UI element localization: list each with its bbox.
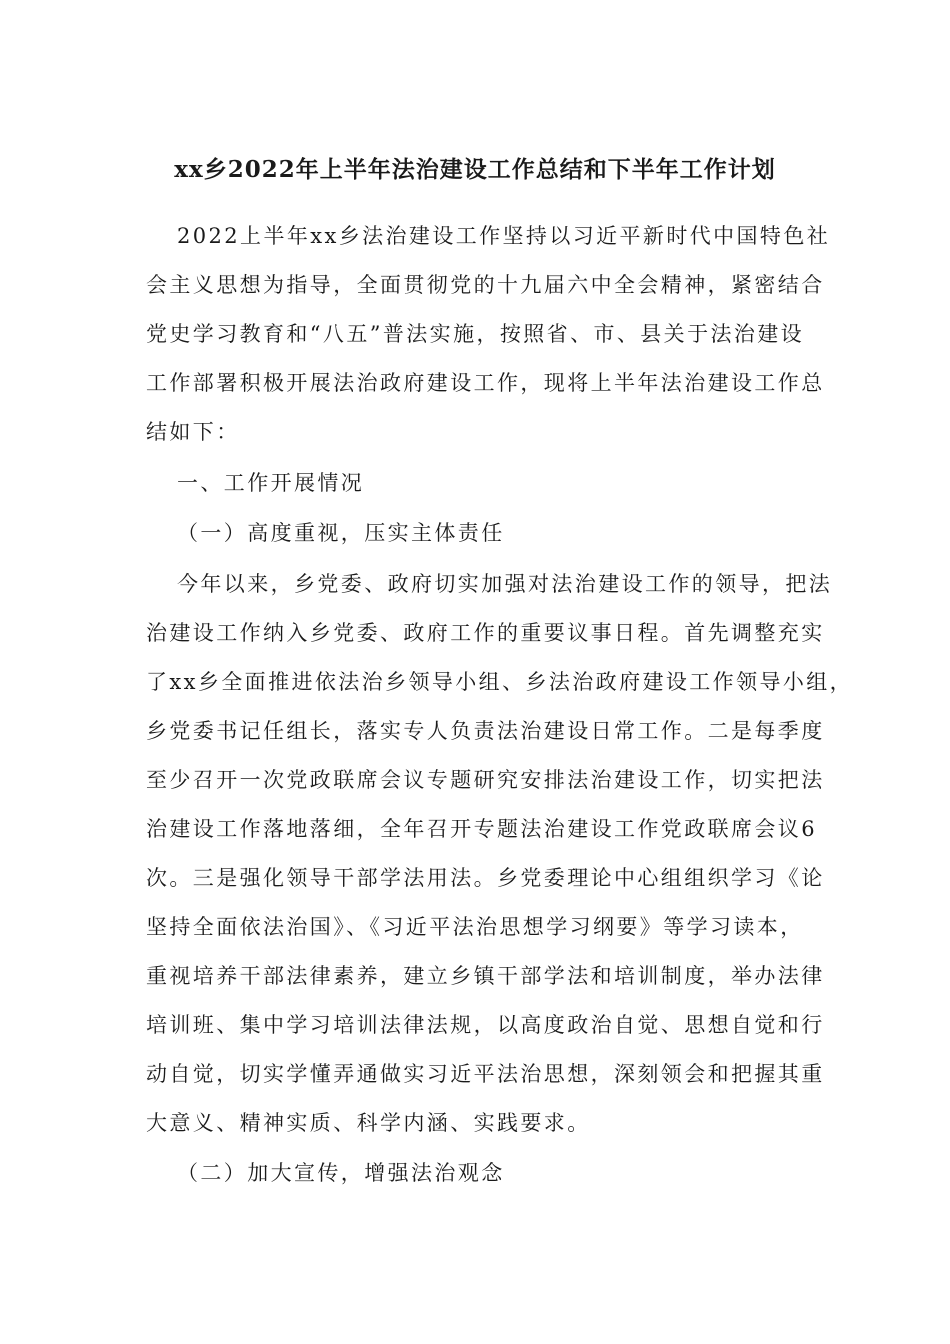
paragraph-line: 重视培养干部法律素养，建立乡镇干部学法和培训制度，举办法律 — [146, 964, 825, 988]
paragraph-line: 坚持全面依法治国》、《习近平法治思想学习纲要》等学习读本， — [146, 915, 804, 939]
paragraph-line: 今年以来，乡党委、政府切实加强对法治建设工作的领导，把法 — [177, 572, 833, 596]
paragraph-line: 治建设工作落地落细，全年召开专题法治建设工作党政联席会议6 — [146, 817, 817, 841]
paragraph-line: 会主义思想为指导，全面贯彻党的十九届六中全会精神，紧密结合 — [146, 273, 825, 297]
paragraph-line: 至少召开一次党政联席会议专题研究安排法治建设工作，切实把法 — [146, 768, 825, 792]
paragraph-line: 乡党委书记任组长，落实专人负责法治建设日常工作。二是每季度 — [146, 719, 825, 743]
paragraph-line: 次。三是强化领导干部学法用法。乡党委理论中心组组织学习《论 — [146, 866, 825, 890]
paragraph-line: 动自觉，切实学懂弄通做实习近平法治思想，深刻领会和把握其重 — [146, 1062, 825, 1086]
paragraph-line: 了xx乡全面推进依法治乡领导小组、乡法治政府建设工作领导小组， — [146, 670, 854, 694]
paragraph-line: 结如下： — [146, 420, 240, 444]
paragraph-line: 培训班、集中学习培训法律法规，以高度政治自觉、思想自觉和行 — [146, 1013, 825, 1037]
subsection-heading: （二）加大宣传，增强法治观念 — [177, 1161, 505, 1185]
document-title: xx乡2022年上半年法治建设工作总结和下半年工作计划 — [174, 156, 776, 183]
paragraph-line: 党史学习教育和“八五”普法实施，按照省、市、县关于法治建设 — [146, 322, 805, 346]
paragraph-line: 2022上半年xx乡法治建设工作坚持以习近平新时代中国特色社 — [177, 224, 831, 248]
paragraph-line: 大意义、精神实质、科学内涵、实践要求。 — [146, 1111, 591, 1135]
subsection-heading: （一）高度重视，压实主体责任 — [177, 521, 505, 545]
paragraph-line: 工作部署积极开展法治政府建设工作，现将上半年法治建设工作总 — [146, 371, 825, 395]
paragraph-line: 治建设工作纳入乡党委、政府工作的重要议事日程。首先调整充实 — [146, 621, 825, 645]
section-heading: 一、工作开展情况 — [177, 471, 365, 495]
